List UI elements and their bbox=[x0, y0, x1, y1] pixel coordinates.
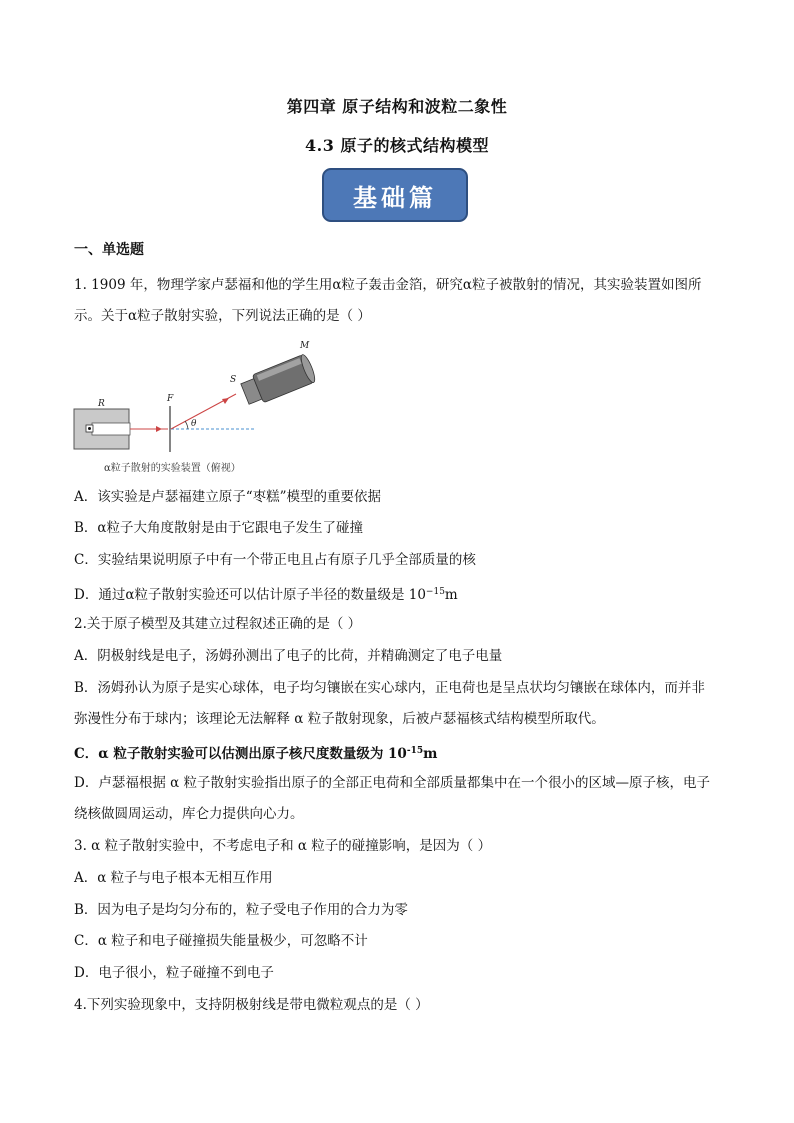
alpha-scattering-apparatus-diagram bbox=[72, 336, 332, 476]
q1-stem-line1: 1. 1909 年，物理学家卢瑟福和他的学生用α粒子轰击金箔，研究α粒子被散射的情况，其实验装置如图所 bbox=[74, 277, 702, 293]
q2-stem: 2.关于原子模型及其建立过程叙述正确的是（ ） bbox=[74, 616, 362, 632]
source-dot bbox=[88, 427, 91, 430]
label-s: S bbox=[230, 375, 237, 385]
label-m: M bbox=[300, 341, 310, 351]
q2-option-a: A．阴极射线是电子，汤姆孙测出了电子的比荷，并精确测定了电子电量 bbox=[74, 648, 503, 664]
q1-option-d-text: D．通过α粒子散射实验还可以估计原子半径的数量级是 10 bbox=[74, 587, 426, 603]
label-f: F bbox=[167, 394, 174, 404]
q2-option-c-text: C．α 粒子散射实验可以估测出原子核尺度数量级为 10 bbox=[74, 746, 407, 762]
q2-option-c-exponent: -15 bbox=[406, 746, 424, 756]
label-theta: θ bbox=[191, 419, 197, 429]
q1-option-b: B．α粒子大角度散射是由于它跟电子发生了碰撞 bbox=[74, 520, 364, 536]
figure-caption: α粒子散射的实验装置（俯视） bbox=[104, 463, 241, 474]
q2-option-b-line2: 弥漫性分布于球内；该理论无法解释 α 粒子散射现象，后被卢瑟福核式结构模型所取代。 bbox=[74, 711, 605, 727]
level-badge: 基础篇 bbox=[322, 168, 468, 222]
q1-option-a: A．该实验是卢瑟福建立原子“枣糕”模型的重要依据 bbox=[74, 489, 382, 505]
q3-option-d: D．电子很小，粒子碰撞不到电子 bbox=[74, 965, 274, 981]
q2-option-c bbox=[74, 742, 724, 763]
q1-option-c: C．实验结果说明原子中有一个带正电且占有原子几乎全部质量的核 bbox=[74, 552, 476, 568]
lesson-title: 4.3 原子的核式结构模型 bbox=[305, 136, 489, 155]
q3-option-c: C．α 粒子和电子碰撞损失能量极少，可忽略不计 bbox=[74, 933, 368, 949]
q4-stem: 4.下列实验现象中，支持阴极射线是带电微粒观点的是（ ） bbox=[74, 997, 429, 1013]
section-heading: 一、单选题 bbox=[74, 242, 144, 258]
microscope bbox=[239, 353, 317, 408]
q3-option-b: B．因为电子是均匀分布的，粒子受电子作用的合力为零 bbox=[74, 902, 408, 918]
q1-option-d-exponent: −15 bbox=[425, 587, 445, 597]
source-channel bbox=[92, 423, 130, 435]
beam-arrow bbox=[156, 426, 162, 432]
q1-option-d-unit: m bbox=[444, 587, 458, 603]
q2-option-c-unit: m bbox=[423, 746, 438, 762]
q2-option-d-line1: D．卢瑟福根据 α 粒子散射实验指出原子的全部正电荷和全部质量都集中在一个很小的区域—原子核，电子 bbox=[74, 775, 711, 791]
q2-option-b-line1: B．汤姆孙认为原子是实心球体，电子均匀镶嵌在实心球内，正电荷也是呈点状均匀镶嵌在球体内，而并非 bbox=[74, 680, 705, 696]
angle-arc bbox=[185, 421, 188, 429]
q2-option-d-line2: 绕核做圆周运动，库仑力提供向心力。 bbox=[74, 806, 304, 822]
q3-stem: 3. α 粒子散射实验中，不考虑电子和 α 粒子的碰撞影响，是因为（ ） bbox=[74, 838, 492, 854]
label-r: R bbox=[98, 399, 105, 409]
q1-stem-line2: 示。关于α粒子散射实验，下列说法正确的是（ ） bbox=[74, 308, 371, 324]
q3-option-a: A．α 粒子与电子根本无相互作用 bbox=[74, 870, 273, 886]
chapter-title: 第四章 原子结构和波粒二象性 bbox=[286, 97, 508, 116]
q1-option-d bbox=[74, 583, 724, 604]
